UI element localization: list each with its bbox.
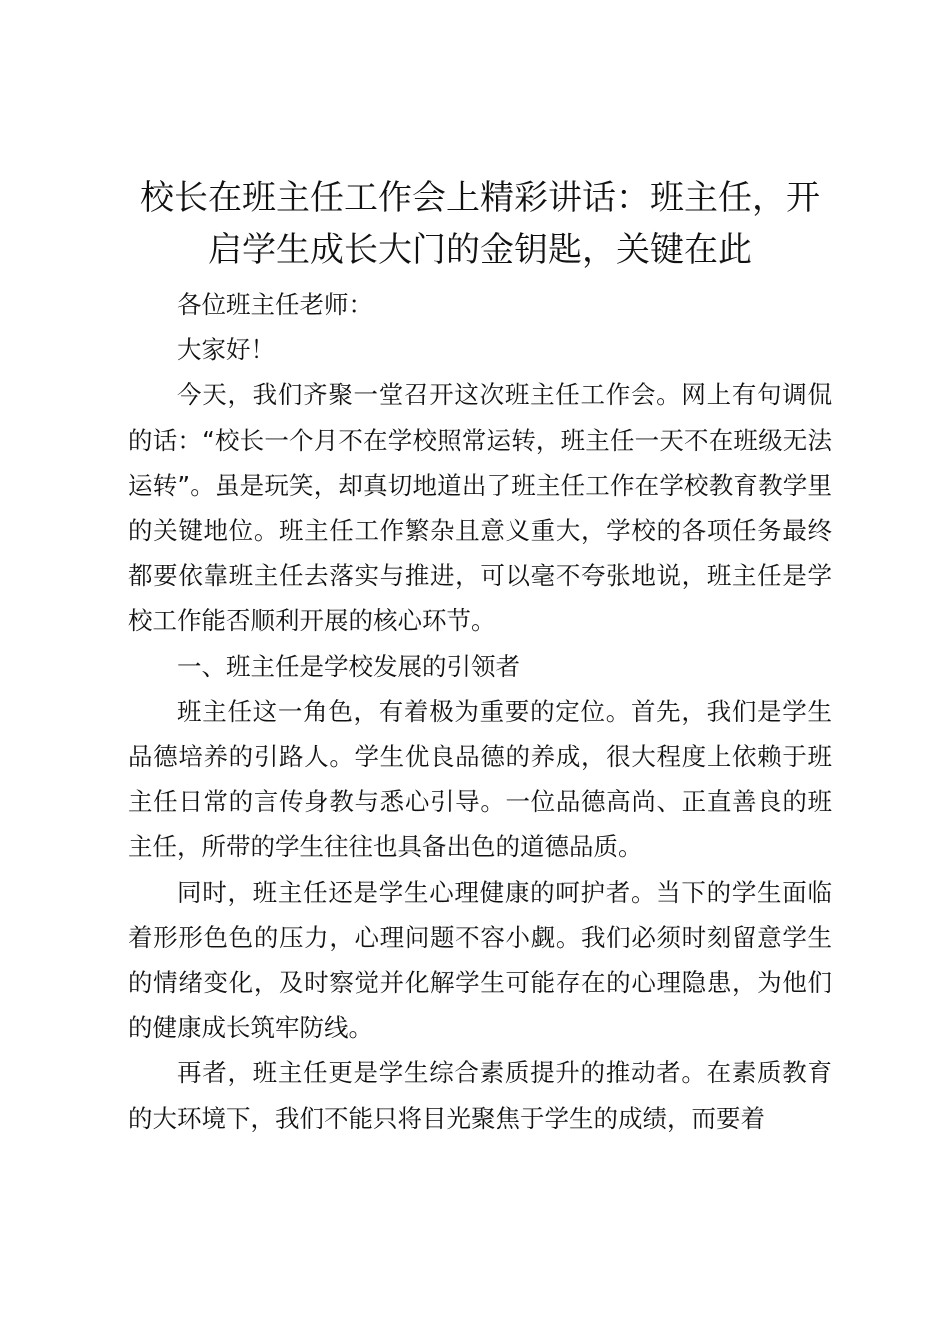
- greeting-paragraph: 大家好！: [177, 335, 275, 365]
- body-paragraph: 今天，我们齐聚一堂召开这次班主任工作会。网上有句调侃的话：“校长一个月不在学校照常运转，班主任一天不在班级无法运转”。虽是玩笑，却真切地道出了班主任工作在学校教育教学里的关键地位。班主任工作繁杂且意义重大，学校的各项任务最终都要依靠班主任去落实与推进，可以毫不夸张地说，班主任是学校工作能否顺利开展的核心环节。: [128, 380, 832, 636]
- body-paragraph: 同时，班主任还是学生心理健康的呵护者。当下的学生面临着形形色色的压力，心理问题不容小觑。我们必须时刻留意学生的情绪变化，及时察觉并化解学生可能存在的心理隐患，为他们的健康成长筑牢防线。: [128, 877, 832, 1043]
- body-paragraph: 再者，班主任更是学生综合素质提升的推动者。在素质教育的大环境下，我们不能只将目光聚焦于学生的成绩，而要着: [128, 1058, 832, 1133]
- salutation-paragraph: 各位班主任老师：: [177, 290, 373, 319]
- body-paragraph: 班主任这一角色，有着极为重要的定位。首先，我们是学生品德培养的引路人。学生优良品德的养成，很大程度上依赖于班主任日常的言传身教与悉心引导。一位品德高尚、正直善良的班主任，所带的学生往往也具备出色的道德品质。: [128, 696, 832, 862]
- section-heading: 一、班主任是学校发展的引领者: [177, 651, 520, 681]
- document-page: [128, 172, 832, 1141]
- document-title: 校长在班主任工作会上精彩讲话：班主任，开启学生成长大门的金钥匙，关键在此: [140, 178, 820, 270]
